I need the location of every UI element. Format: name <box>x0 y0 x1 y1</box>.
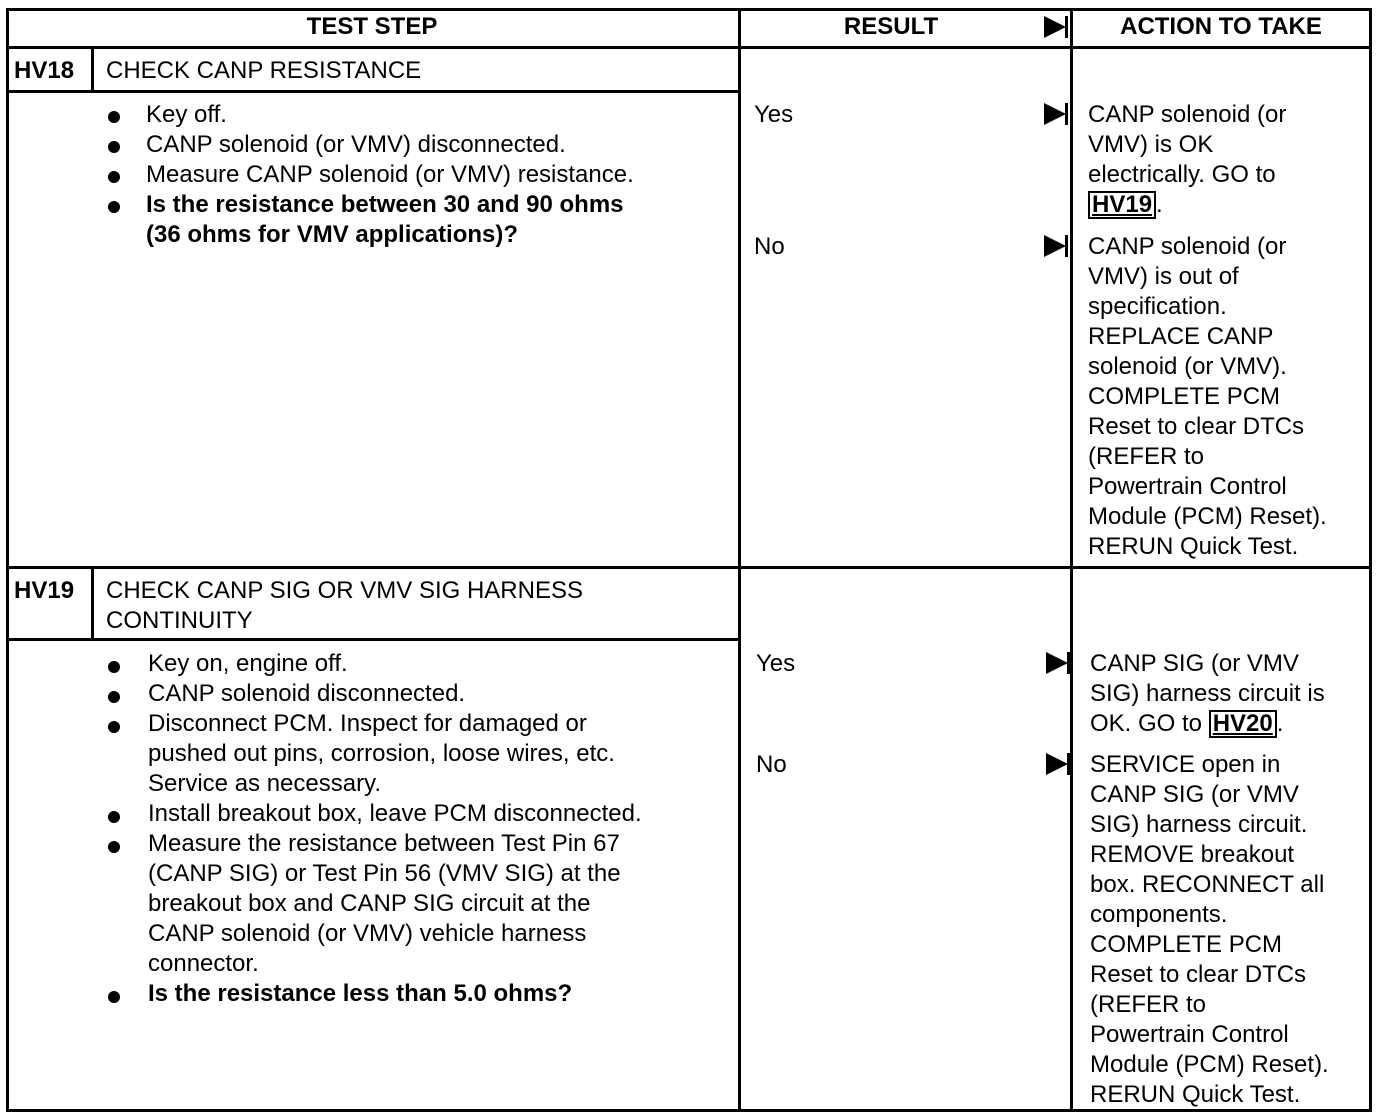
hv19-title-divider <box>6 638 738 641</box>
bullet-icon <box>108 721 120 733</box>
result-yes: Yes <box>754 101 794 128</box>
action-text: RERUN Quick Test. <box>1090 1081 1301 1108</box>
header-action: ACTION TO TAKE <box>1120 13 1322 40</box>
step-id: HV19 <box>14 577 75 604</box>
diagnostic-table <box>6 8 1372 1112</box>
action-text: COMPLETE PCM <box>1088 383 1281 410</box>
bullet-text: Service as necessary. <box>148 770 381 797</box>
action-text: VMV) is out of <box>1088 263 1239 290</box>
bullet-text: Measure CANP solenoid (or VMV) resistance. <box>146 161 634 188</box>
table-border-right <box>1369 8 1372 1112</box>
step-title: CHECK CANP SIG OR VMV SIG HARNESS <box>106 577 583 604</box>
action-text: Powertrain Control <box>1090 1021 1289 1048</box>
bullet-text: Install breakout box, leave PCM disconnected. <box>148 800 642 827</box>
action-ref-prefix: OK. GO to <box>1090 710 1209 737</box>
header-divider <box>6 46 1372 49</box>
step-reference-link[interactable]: HV20 <box>1209 710 1277 738</box>
arrow-right-icon <box>1044 103 1066 125</box>
action-text: VMV) is OK <box>1088 131 1214 158</box>
bullet-text: Measure the resistance between Test Pin 67 <box>148 830 620 857</box>
action-text: COMPLETE PCM <box>1090 931 1283 958</box>
step-reference-link[interactable]: HV19 <box>1088 191 1156 219</box>
hv19-id-divider <box>91 568 94 640</box>
header-test-step: TEST STEP <box>306 13 438 40</box>
header-result: RESULT <box>843 13 939 40</box>
action-text: RERUN Quick Test. <box>1088 533 1299 560</box>
bullet-icon <box>108 171 120 183</box>
action-text: solenoid (or VMV). <box>1088 353 1287 380</box>
action-ref-line <box>1090 709 1283 739</box>
action-text: CANP SIG (or VMV <box>1090 650 1299 677</box>
arrow-right-icon <box>1044 235 1066 257</box>
bullet-text: CANP solenoid (or VMV) vehicle harness <box>148 920 587 947</box>
action-ref-line <box>1088 190 1163 220</box>
bullet-text: connector. <box>148 950 259 977</box>
action-text: SIG) harness circuit. <box>1090 811 1308 838</box>
bullet-icon <box>108 841 120 853</box>
action-text: SERVICE open in <box>1090 751 1281 778</box>
table-border-left <box>6 8 9 1112</box>
bullet-text: (36 ohms for VMV applications)? <box>146 221 519 248</box>
step-title: CONTINUITY <box>106 607 253 634</box>
action-text: Module (PCM) Reset). <box>1088 503 1327 530</box>
section-divider <box>6 566 1372 569</box>
result-no: No <box>754 233 785 260</box>
table-border-top <box>6 8 1372 11</box>
action-text: specification. <box>1088 293 1227 320</box>
action-text: CANP SIG (or VMV <box>1090 781 1299 808</box>
bullet-text: CANP solenoid (or VMV) disconnected. <box>146 131 566 158</box>
action-text: (REFER to <box>1090 991 1207 1018</box>
action-text: Reset to clear DTCs <box>1088 413 1305 440</box>
arrow-right-icon <box>1046 652 1068 674</box>
result-yes: Yes <box>756 650 796 677</box>
action-text: REPLACE CANP <box>1088 323 1274 350</box>
action-text: SIG) harness circuit is <box>1090 680 1325 707</box>
action-text: box. RECONNECT all <box>1090 871 1325 898</box>
step-title: CHECK CANP RESISTANCE <box>106 57 422 84</box>
bullet-icon <box>108 691 120 703</box>
action-text: (REFER to <box>1088 443 1205 470</box>
bullet-icon <box>108 991 120 1003</box>
hv18-title-divider <box>6 90 738 93</box>
action-text: CANP solenoid (or <box>1088 233 1287 260</box>
bullet-text: pushed out pins, corrosion, loose wires, etc. <box>148 740 615 767</box>
action-text: REMOVE breakout <box>1090 841 1295 868</box>
action-text: components. <box>1090 901 1228 928</box>
bullet-text: Key off. <box>146 101 227 128</box>
step-id: HV18 <box>14 57 75 84</box>
bullet-icon <box>108 201 120 213</box>
bullet-text: Disconnect PCM. Inspect for damaged or <box>148 710 587 737</box>
action-text: electrically. GO to <box>1088 161 1276 188</box>
column-divider-result <box>738 8 741 1112</box>
bullet-text: (CANP SIG) or Test Pin 56 (VMV SIG) at the <box>148 860 621 887</box>
action-text: Powertrain Control <box>1088 473 1287 500</box>
bullet-icon <box>108 111 120 123</box>
column-divider-action <box>1070 8 1073 1112</box>
bullet-text: Is the resistance less than 5.0 ohms? <box>148 980 573 1007</box>
arrow-right-icon <box>1046 753 1068 775</box>
action-text: Reset to clear DTCs <box>1090 961 1307 988</box>
header-arrow-icon <box>1044 16 1066 38</box>
action-ref-suffix: . <box>1276 710 1284 737</box>
bullet-icon <box>108 661 120 673</box>
hv18-id-divider <box>91 48 94 92</box>
bullet-text: breakout box and CANP SIG circuit at the <box>148 890 591 917</box>
bullet-text: CANP solenoid disconnected. <box>148 680 466 707</box>
action-text: Module (PCM) Reset). <box>1090 1051 1329 1078</box>
action-text: CANP solenoid (or <box>1088 101 1287 128</box>
result-no: No <box>756 751 787 778</box>
bullet-icon <box>108 141 120 153</box>
bullet-icon <box>108 811 120 823</box>
bullet-text: Key on, engine off. <box>148 650 348 677</box>
bullet-text: Is the resistance between 30 and 90 ohms <box>146 191 624 218</box>
action-ref-suffix: . <box>1156 191 1163 218</box>
